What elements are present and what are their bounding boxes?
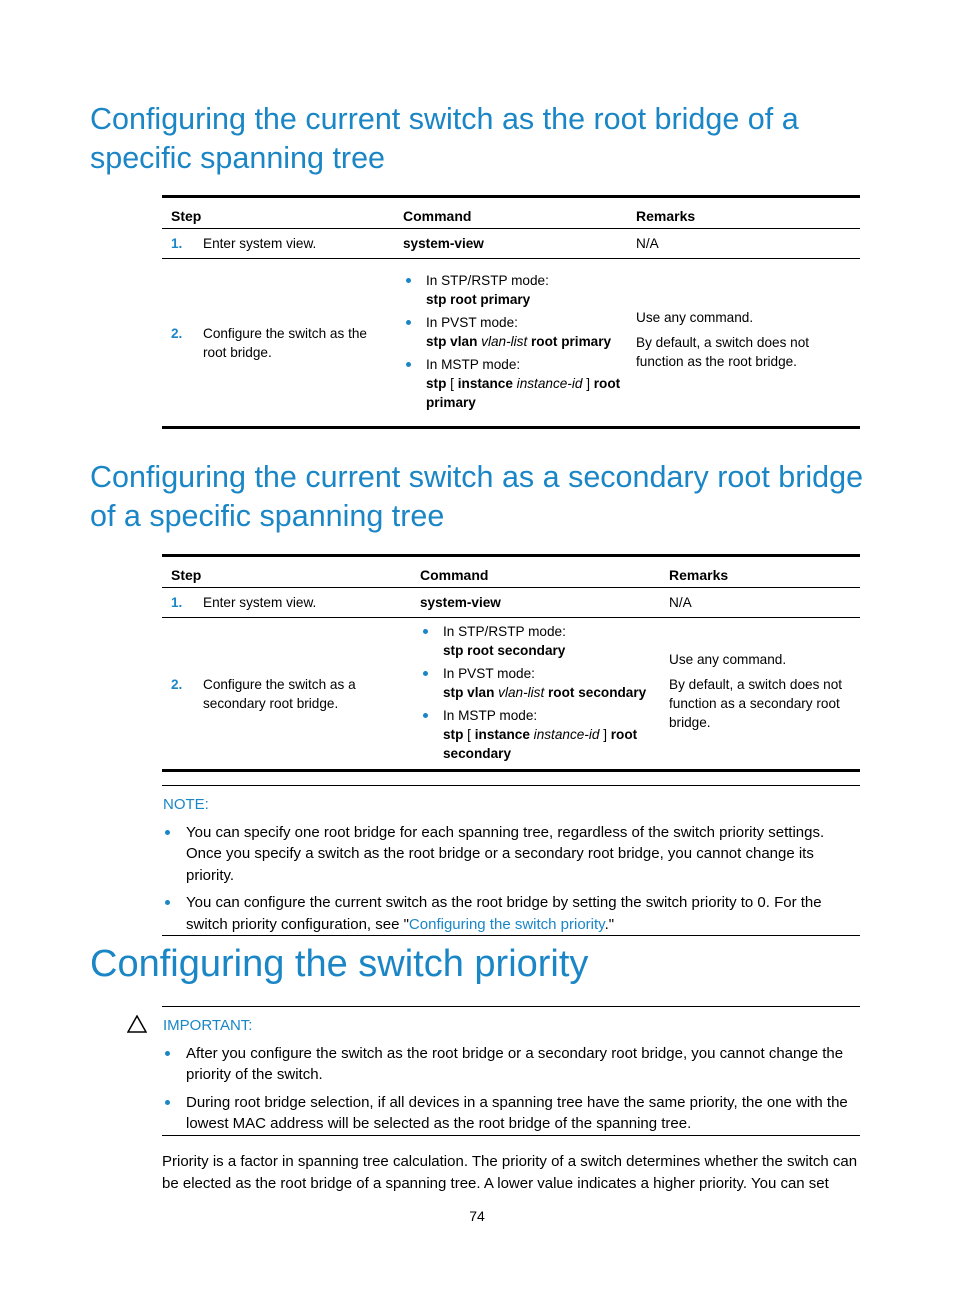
command-text: stp root primary — [426, 292, 531, 307]
command-keyword: stp — [426, 376, 447, 391]
command-argument: instance-id — [516, 376, 583, 391]
note-box — [162, 785, 860, 936]
column-header-remarks: Remarks — [660, 556, 860, 588]
command-text: stp root secondary — [443, 643, 566, 658]
list-item: You can specify one root bridge for each spanning tree, regardless of the switch priority settings. Once you specify a switch as the root bridge or a secondary root bridge, you cannot change its priority. — [162, 822, 860, 887]
command-keyword: stp — [443, 727, 464, 742]
command-keyword: stp vlan — [426, 334, 478, 349]
page-number: 74 — [469, 1208, 485, 1224]
step-description: Enter system view. — [203, 595, 317, 610]
section-title-root-bridge: Configuring the current switch as the root bridge of a specific spanning tree — [90, 102, 799, 175]
command-keyword: instance — [474, 727, 530, 742]
bracket: [ — [450, 376, 454, 391]
column-header-remarks: Remarks — [627, 197, 860, 229]
remarks-text: N/A — [636, 236, 659, 251]
step-number: 1. — [171, 236, 183, 251]
remarks-text: By default, a switch does not function as the root bridge. — [636, 335, 810, 369]
note-text: ." — [604, 915, 615, 933]
command-list — [420, 618, 660, 769]
list-item — [420, 622, 660, 660]
column-header-command: Command — [394, 197, 627, 229]
command-keyword: instance — [457, 376, 513, 391]
note-list — [162, 822, 860, 936]
warning-triangle-icon — [127, 1015, 147, 1038]
step-number: 1. — [171, 595, 183, 610]
list-item: After you configure the switch as the root bridge or a secondary root bridge, you cannot change the priority of the switch. — [162, 1043, 860, 1086]
list-item — [403, 355, 627, 412]
command-argument: vlan-list — [498, 685, 545, 700]
column-header-step: Step — [162, 556, 411, 588]
priority-config-link[interactable]: Configuring the switch priority — [408, 915, 605, 933]
list-item — [403, 313, 627, 351]
priority-paragraph: Priority is a factor in spanning tree calculation. The priority of a switch determines whether the switch can be elected as the root bridge of a spanning tree. A lower value indicates a higher priority. You can set — [162, 1153, 858, 1192]
command-keyword: stp vlan — [443, 685, 495, 700]
command-text: system-view — [403, 236, 484, 251]
important-list — [162, 1043, 860, 1135]
command-keyword: root primary — [531, 334, 612, 349]
remarks-text: N/A — [669, 595, 692, 610]
bracket: ] — [586, 376, 590, 391]
mode-label: In PVST mode: — [443, 666, 535, 681]
remarks-text: Use any command. — [636, 310, 754, 325]
section-title-secondary-root-bridge: Configuring the current switch as a secondary root bridge of a specific spanning tree — [90, 460, 864, 533]
list-item — [403, 271, 627, 309]
mode-label: In MSTP mode: — [426, 357, 521, 372]
column-header-command: Command — [411, 556, 660, 588]
step-description: Configure the switch as a secondary root bridge. — [203, 676, 356, 711]
command-keyword: root secondary — [443, 727, 638, 761]
command-list — [403, 259, 627, 426]
mode-label: In PVST mode: — [426, 315, 518, 330]
remarks-text: By default, a switch does not function as a secondary root bridge. — [669, 676, 843, 730]
command-text: system-view — [420, 595, 501, 610]
step-description: Enter system view. — [203, 236, 317, 251]
important-box — [162, 1006, 860, 1136]
remarks-text: Use any command. — [669, 651, 787, 667]
list-item — [420, 664, 660, 702]
command-argument: instance-id — [533, 727, 600, 742]
step-number: 2. — [171, 676, 183, 692]
table-row — [162, 618, 860, 771]
important-label: IMPORTANT: — [163, 1017, 253, 1034]
root-bridge-steps-table — [162, 195, 860, 429]
section-title-switch-priority: Configuring the switch priority — [90, 943, 589, 985]
mode-label: In STP/RSTP mode: — [443, 624, 566, 639]
mode-label: In MSTP mode: — [443, 708, 538, 723]
list-item — [162, 892, 860, 935]
step-description: Configure the switch as the root bridge. — [203, 325, 367, 360]
column-header-step: Step — [162, 197, 394, 229]
command-argument: vlan-list — [481, 334, 528, 349]
command-keyword: root primary — [426, 376, 621, 410]
command-keyword: root secondary — [548, 685, 647, 700]
bracket: ] — [603, 727, 607, 742]
secondary-root-bridge-steps-table — [162, 554, 860, 772]
note-label: NOTE: — [163, 796, 209, 813]
note-text: You can configure the current switch as the root bridge by setting the switch priority to 0. For the switch priority configuration, see " — [186, 894, 822, 933]
list-item: During root bridge selection, if all devices in a spanning tree have the same priority, the one with the lowest MAC address will be selected as the root bridge of the spanning tree. — [162, 1092, 860, 1135]
table-row — [162, 259, 860, 428]
list-item — [420, 706, 660, 763]
table-row — [162, 229, 860, 259]
mode-label: In STP/RSTP mode: — [426, 273, 549, 288]
bracket: [ — [467, 727, 471, 742]
table-row — [162, 588, 860, 618]
step-number: 2. — [171, 325, 183, 341]
